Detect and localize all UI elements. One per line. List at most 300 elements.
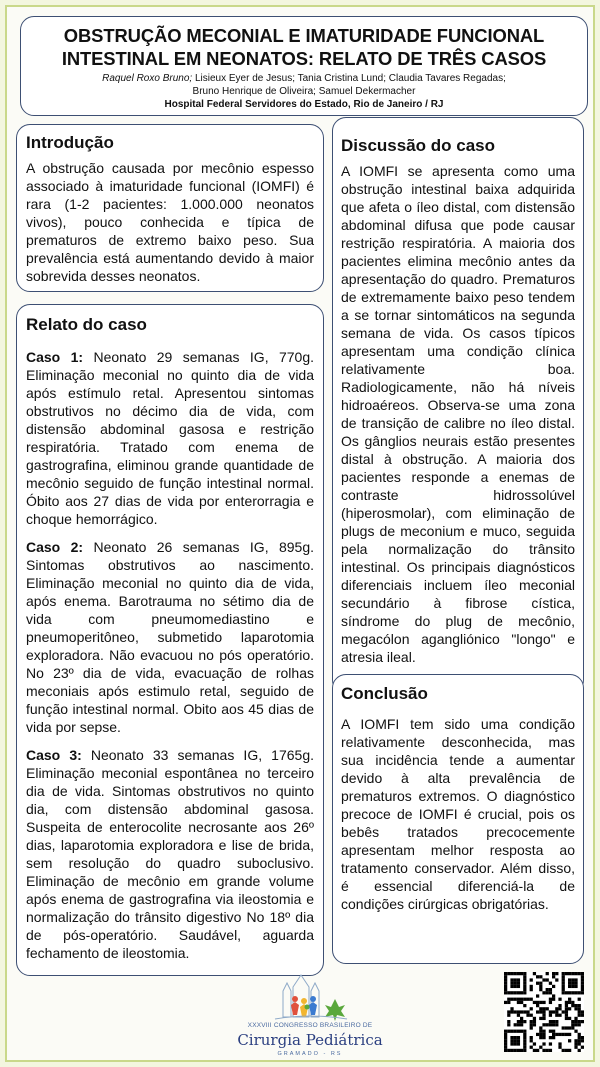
qr-module	[504, 1042, 507, 1045]
qr-module	[565, 991, 568, 994]
qr-module	[539, 1036, 542, 1039]
conclusao-section	[332, 674, 584, 964]
qr-module	[542, 1007, 545, 1010]
qr-module	[581, 985, 584, 988]
qr-module	[523, 1042, 526, 1045]
qr-module	[510, 985, 513, 988]
qr-module	[514, 1042, 517, 1045]
qr-module	[581, 1036, 584, 1039]
qr-module	[520, 998, 523, 1001]
qr-module	[578, 1036, 581, 1039]
qr-module	[507, 1030, 510, 1033]
qr-module	[504, 985, 507, 988]
qr-code-graphic	[504, 972, 584, 1052]
qr-module	[568, 1017, 571, 1020]
qr-module	[514, 1049, 517, 1052]
qr-module	[536, 1010, 539, 1013]
qr-module	[558, 1007, 561, 1010]
qr-module	[517, 1001, 520, 1004]
qr-module	[578, 1004, 581, 1007]
co-authors-line-2: Bruno Henrique de Oliveira; Samuel Dekermacher	[192, 85, 416, 97]
qr-module	[504, 1033, 507, 1036]
qr-module	[571, 1020, 574, 1023]
qr-module	[568, 985, 571, 988]
qr-module	[523, 988, 526, 991]
qr-module	[568, 1007, 571, 1010]
discussao-section	[332, 117, 584, 694]
qr-module	[520, 1010, 523, 1013]
qr-module	[581, 972, 584, 975]
conclusao-heading: Conclusão	[341, 684, 428, 703]
qr-module	[523, 975, 526, 978]
case-2-text: Neonato 26 semanas IG, 895g. Sintomas obstrutivos ao nascimento. Eliminação meconial no quinto dia de vida, após enema. Barotrauma no sétimo dia de vida com pneumomediastino e pneumoperitôneo, submetido laparotomia exploradora. Não evacuou no pós operatório. No 23º dia de vida, evacuação de rolhas meconiais após estimulo retal, seguido de função intestinal normal. Obito aos 45 dias de vida por sepse.	[26, 539, 314, 735]
qr-module	[568, 1026, 571, 1029]
qr-module	[520, 1049, 523, 1052]
qr-module	[549, 1030, 552, 1033]
qr-module	[504, 1001, 507, 1004]
qr-module	[514, 1036, 517, 1039]
qr-module	[555, 1014, 558, 1017]
discussao-text: A IOMFI se apresenta como uma obstrução intestinal baixa adquirida que afeta o íleo distal, com distensão abdominal difusa que pode causar restrição respiratória. A maioria dos pacientes elimina mecônio antes da apresentação do quadro. Prematuros de extremamente baixo peso tendem a se tornar sintomáticos na segunda semana de vida. Os casos típicos apresentam uma condição clínica relativamente boa. Radiologicamente, não há níveis hidroaéreos. Observa-se uma zona de transição de calibre no íleo distal. Os gânglios neurais estão presentes distal à obstrução. A maioria dos pacientes responde a enemas de contraste hidrossolúvel (hiperosmolar), com eliminação de plugs de meconium e muco, seguida pela normalização do trânsito intestinal. Os principais diagnósticos diferenciais incluem íleo meconial secundário à fibrose cística, síndrome do plug de mecônio, megacólon agangliónico "longo" e atresia ileal.	[341, 163, 575, 665]
qr-module	[555, 972, 558, 975]
qr-module	[517, 1042, 520, 1045]
qr-module	[574, 1023, 577, 1026]
case-3-label: Caso 3:	[26, 747, 82, 763]
qr-module	[523, 1004, 526, 1007]
qr-module	[578, 972, 581, 975]
qr-module	[562, 1049, 565, 1052]
intro-heading: Introdução	[26, 133, 114, 152]
qr-module	[507, 991, 510, 994]
qr-module	[539, 1030, 542, 1033]
qr-module	[523, 1036, 526, 1039]
qr-module	[546, 988, 549, 991]
case-2	[26, 538, 314, 736]
qr-module	[536, 982, 539, 985]
qr-module	[514, 991, 517, 994]
qr-module	[523, 1010, 526, 1013]
qr-module	[568, 1039, 571, 1042]
qr-module	[542, 1023, 545, 1026]
congress-logo	[235, 969, 385, 1061]
qr-module	[504, 978, 507, 981]
qr-module	[507, 972, 510, 975]
qr-module	[574, 985, 577, 988]
qr-module	[514, 978, 517, 981]
qr-module	[514, 1010, 517, 1013]
relato-heading: Relato do caso	[26, 315, 147, 334]
qr-module	[562, 988, 565, 991]
qr-module	[530, 1046, 533, 1049]
qr-module	[578, 1010, 581, 1013]
qr-module	[562, 1010, 565, 1013]
qr-module	[562, 1026, 565, 1029]
qr-module	[578, 998, 581, 1001]
qr-module	[539, 1001, 542, 1004]
qr-module	[523, 1030, 526, 1033]
qr-module	[549, 1049, 552, 1052]
qr-module	[571, 1004, 574, 1007]
intro-text: A obstrução causada por mecônio espesso associado à imaturidade funcional (IOMFI) é rara (1-2 pacientes: 1.000.000 neonatos vivos), pouco conhecida e típica de prematuros de extremo baixo peso. Sua prevalência está aumentando devido à maior sobrevida desses neonatos.	[26, 160, 314, 284]
qr-module	[581, 991, 584, 994]
qr-module	[568, 978, 571, 981]
qr-module	[530, 1007, 533, 1010]
qr-module	[530, 998, 533, 1001]
qr-module	[565, 1017, 568, 1020]
qr-module	[539, 985, 542, 988]
qr-module	[533, 1049, 536, 1052]
qr-module	[568, 972, 571, 975]
qr-module	[523, 998, 526, 1001]
case-3-text: Neonato 33 semanas IG, 1765g. Eliminação meconial espontânea no terceiro dia de vida. Sintomas obstrutivos no quinto dia, com distensão abdominal gasosa. Suspeita de enterocolite necrosante aos 26º dias, laparotomia exploradora e lise de brida, sem resolução do quadro suboclusivo. Eliminação de mecônio em grande volume após enema de gastrografina via ileostomia e normalização do trânsito digestivo No 18º dia de pós-operatório. Saudável, aguarda fechamento de ileostomia.	[26, 747, 315, 961]
qr-module	[558, 998, 561, 1001]
congress-name: Cirurgia Pediátrica	[237, 1031, 383, 1049]
qr-module	[568, 982, 571, 985]
qr-module	[565, 1007, 568, 1010]
qr-module	[523, 1033, 526, 1036]
qr-module	[574, 1030, 577, 1033]
qr-module	[562, 1033, 565, 1036]
qr-module	[504, 1039, 507, 1042]
qr-module	[517, 1020, 520, 1023]
qr-module	[568, 991, 571, 994]
qr-module	[514, 998, 517, 1001]
qr-module	[562, 985, 565, 988]
qr-module	[558, 1004, 561, 1007]
qr-module	[552, 1033, 555, 1036]
qr-module	[517, 991, 520, 994]
qr-module	[536, 1001, 539, 1004]
qr-module	[542, 1001, 545, 1004]
qr-module	[530, 978, 533, 981]
qr-module	[507, 1049, 510, 1052]
qr-module	[523, 985, 526, 988]
qr-module	[549, 988, 552, 991]
qr-module	[581, 1014, 584, 1017]
qr-module	[517, 985, 520, 988]
qr-module	[533, 1042, 536, 1045]
relato-section	[16, 304, 324, 976]
qr-module	[520, 972, 523, 975]
qr-module	[574, 1046, 577, 1049]
qr-module	[530, 1026, 533, 1029]
qr-module	[542, 1049, 545, 1052]
qr-module	[571, 1001, 574, 1004]
qr-module	[571, 982, 574, 985]
qr-module	[504, 1049, 507, 1052]
qr-module	[526, 998, 529, 1001]
qr-module	[552, 1036, 555, 1039]
qr-module	[517, 1023, 520, 1026]
qr-module	[530, 1023, 533, 1026]
qr-module	[574, 1042, 577, 1045]
qr-module	[549, 1036, 552, 1039]
qr-module	[520, 1001, 523, 1004]
qr-module	[517, 1030, 520, 1033]
qr-module	[578, 1042, 581, 1045]
qr-module	[542, 1033, 545, 1036]
qr-module	[520, 1020, 523, 1023]
qr-module	[581, 975, 584, 978]
qr-module	[504, 1046, 507, 1049]
case-3	[26, 746, 314, 962]
qr-module	[549, 1001, 552, 1004]
poster-title	[21, 24, 587, 70]
qr-module	[510, 991, 513, 994]
qr-module	[514, 985, 517, 988]
qr-module	[542, 1030, 545, 1033]
qr-module	[565, 1004, 568, 1007]
qr-module	[504, 991, 507, 994]
qr-module	[568, 1033, 571, 1036]
qr-module	[539, 1007, 542, 1010]
qr-module	[530, 988, 533, 991]
qr-module	[504, 982, 507, 985]
qr-module	[552, 985, 555, 988]
qr-module	[571, 1023, 574, 1026]
qr-module	[565, 1010, 568, 1013]
qr-module	[555, 978, 558, 981]
qr-module	[546, 991, 549, 994]
qr-module	[520, 1017, 523, 1020]
qr-module	[555, 1010, 558, 1013]
qr-module	[574, 978, 577, 981]
qr-module	[510, 1049, 513, 1052]
qr-module	[510, 1030, 513, 1033]
qr-module	[510, 998, 513, 1001]
qr-module	[504, 988, 507, 991]
qr-module	[510, 978, 513, 981]
qr-module	[578, 1033, 581, 1036]
qr-module	[510, 972, 513, 975]
qr-module	[507, 1014, 510, 1017]
qr-module	[523, 991, 526, 994]
qr-module	[530, 1039, 533, 1042]
qr-module	[523, 1046, 526, 1049]
qr-module	[549, 1042, 552, 1045]
qr-module	[565, 1001, 568, 1004]
qr-module	[581, 1039, 584, 1042]
qr-module	[536, 975, 539, 978]
qr-module	[514, 1023, 517, 1026]
qr-module	[542, 1017, 545, 1020]
qr-module	[539, 1017, 542, 1020]
qr-module	[526, 1010, 529, 1013]
qr-module	[555, 1007, 558, 1010]
qr-module	[546, 972, 549, 975]
institution: Hospital Federal Servidores do Estado, Rio de Janeiro / RJ	[164, 99, 444, 110]
qr-module	[504, 1036, 507, 1039]
qr-module	[533, 1017, 536, 1020]
congress-line: XXXVIII CONGRESSO BRASILEIRO DE	[247, 1022, 373, 1029]
qr-module	[533, 972, 536, 975]
qr-module	[530, 985, 533, 988]
qr-module	[523, 1039, 526, 1042]
qr-module	[555, 1023, 558, 1026]
qr-module	[574, 982, 577, 985]
qr-module	[581, 982, 584, 985]
qr-module	[574, 1004, 577, 1007]
qr-module	[520, 1023, 523, 1026]
qr-module	[558, 1014, 561, 1017]
qr-module	[536, 1004, 539, 1007]
qr-module	[581, 1046, 584, 1049]
qr-module	[517, 982, 520, 985]
qr-module	[526, 1014, 529, 1017]
qr-module	[549, 998, 552, 1001]
qr-module	[562, 972, 565, 975]
qr-module	[571, 1026, 574, 1029]
qr-module	[542, 1014, 545, 1017]
qr-module	[565, 1049, 568, 1052]
qr-module	[514, 1030, 517, 1033]
qr-module	[568, 998, 571, 1001]
qr-module	[507, 1010, 510, 1013]
qr-module	[552, 975, 555, 978]
castle-children-icon	[235, 969, 385, 1024]
first-author: Raquel Roxo Bruno;	[102, 73, 193, 84]
qr-module	[574, 1017, 577, 1020]
qr-module	[565, 972, 568, 975]
qr-module	[520, 991, 523, 994]
qr-module	[510, 982, 513, 985]
qr-module	[549, 1023, 552, 1026]
title-line-2: INTESTINAL EM NEONATOS: RELATO DE TRÊS CASOS	[61, 48, 547, 69]
case-1	[26, 348, 314, 528]
qr-module	[552, 1030, 555, 1033]
qr-module	[574, 1007, 577, 1010]
qr-module	[571, 972, 574, 975]
intro-section	[16, 124, 324, 292]
qr-module	[568, 1001, 571, 1004]
qr-module	[546, 1023, 549, 1026]
qr-module	[549, 982, 552, 985]
qr-module	[549, 1020, 552, 1023]
qr-module	[504, 972, 507, 975]
qr-module	[530, 1036, 533, 1039]
qr-module	[539, 1010, 542, 1013]
co-authors-line-1: Lisieux Eyer de Jesus; Tania Cristina Lund; Claudia Tavares Regadas;	[192, 73, 506, 84]
qr-module	[578, 1014, 581, 1017]
qr-module	[552, 1020, 555, 1023]
qr-module	[507, 1023, 510, 1026]
qr-module	[514, 982, 517, 985]
qr-code-icon	[504, 972, 584, 1052]
case-1-label: Caso 1:	[26, 349, 84, 365]
case-1-text: Neonato 29 semanas IG, 770g. Eliminação meconial no quinto dia de vida após estímulo retal. Apresentou sintomas obstrutivos no décimo dia de vida, com distensão abdominal gasosa e restrição respiratória. Tratado com enema de gastrografina, eliminou grande quantidade de mecônio seguido de função intestinal normal. Óbito aos 27 dias de vida por enterorragia e choque hemorrágico.	[26, 349, 314, 527]
conclusao-text: A IOMFI tem sido uma condição relativamente desconhecida, mas sua incidência tende a aumentar devido à alta prevalência de prematuros extremos. O diagnóstico precoce de IOMFI é crucial, pois os bebês tratados precocemente apresentam melhor resposta ao tratamento conservador. Além disso, é essencial diferenciá-la de condições cirúrgicas obrigatórias.	[341, 716, 575, 912]
qr-module	[555, 1020, 558, 1023]
qr-module	[523, 1049, 526, 1052]
qr-module	[574, 1039, 577, 1042]
qr-module	[568, 1049, 571, 1052]
qr-module	[542, 1010, 545, 1013]
qr-module	[510, 1007, 513, 1010]
qr-module	[539, 988, 542, 991]
qr-module	[565, 1026, 568, 1029]
qr-module	[562, 982, 565, 985]
qr-module	[517, 998, 520, 1001]
qr-module	[546, 1007, 549, 1010]
qr-module	[565, 1014, 568, 1017]
qr-module	[578, 1049, 581, 1052]
qr-module	[504, 1030, 507, 1033]
authors	[21, 73, 587, 98]
qr-module	[546, 978, 549, 981]
qr-module	[533, 1001, 536, 1004]
qr-module	[517, 1010, 520, 1013]
qr-module	[510, 1042, 513, 1045]
qr-module	[574, 1020, 577, 1023]
qr-module	[517, 972, 520, 975]
qr-module	[533, 1023, 536, 1026]
qr-module	[574, 972, 577, 975]
qr-module	[552, 1010, 555, 1013]
qr-module	[539, 1046, 542, 1049]
qr-module	[571, 991, 574, 994]
qr-module	[565, 1033, 568, 1036]
qr-module	[571, 978, 574, 981]
qr-module	[542, 1036, 545, 1039]
qr-module	[539, 1026, 542, 1029]
qr-module	[552, 998, 555, 1001]
qr-module	[539, 982, 542, 985]
qr-module	[510, 1036, 513, 1039]
qr-module	[562, 991, 565, 994]
qr-module	[523, 982, 526, 985]
qr-module	[552, 994, 555, 997]
qr-module	[549, 1014, 552, 1017]
qr-module	[504, 975, 507, 978]
qr-module	[558, 1042, 561, 1045]
qr-module	[530, 1014, 533, 1017]
qr-module	[523, 1020, 526, 1023]
qr-module	[507, 1001, 510, 1004]
qr-module	[517, 1039, 520, 1042]
qr-module	[514, 972, 517, 975]
qr-module	[549, 1010, 552, 1013]
qr-module	[530, 1020, 533, 1023]
qr-module	[571, 985, 574, 988]
poster	[5, 5, 595, 1062]
qr-module	[578, 1039, 581, 1042]
qr-module	[536, 994, 539, 997]
qr-module	[542, 991, 545, 994]
qr-module	[523, 978, 526, 981]
qr-module	[514, 1039, 517, 1042]
discussao-heading: Discussão do caso	[341, 136, 496, 155]
qr-module	[558, 1046, 561, 1049]
congress-city: GRAMADO - RS	[277, 1051, 343, 1057]
qr-module	[574, 991, 577, 994]
qr-module	[578, 1020, 581, 1023]
qr-module	[517, 1036, 520, 1039]
qr-module	[555, 1033, 558, 1036]
qr-module	[517, 1014, 520, 1017]
qr-module	[581, 1010, 584, 1013]
qr-module	[552, 972, 555, 975]
qr-module	[558, 1033, 561, 1036]
qr-module	[578, 1023, 581, 1026]
qr-module	[536, 1033, 539, 1036]
qr-module	[507, 998, 510, 1001]
qr-module	[539, 975, 542, 978]
qr-module	[523, 972, 526, 975]
qr-module	[520, 1030, 523, 1033]
qr-module	[581, 988, 584, 991]
qr-module	[507, 1020, 510, 1023]
qr-module	[542, 1042, 545, 1045]
